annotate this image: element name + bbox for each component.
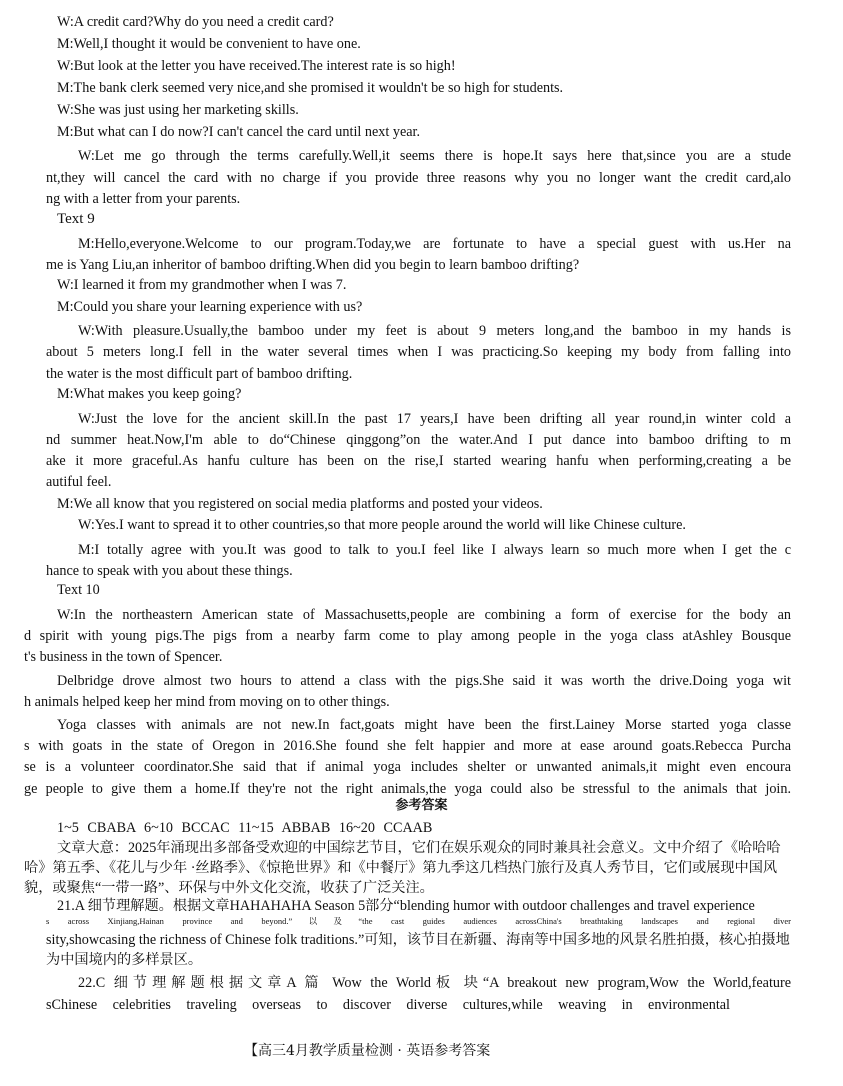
text-line: nd summer heat.Now,I'm able to do“Chinese qinggong”on the water.And I put dance into bamboo drifting to m [46, 432, 791, 448]
text-line: 文章大意：2025年涌现出多部备受欢迎的中国综艺节目，它们在娱乐观众的同时兼具社会意义。文中介绍了《哈哈哈 [57, 840, 781, 856]
text-line: ge people to give them a home.If they're not the right animals,the yoga could also be stressful to the animals that join. [24, 781, 791, 797]
text-line: W:Let me go through the terms carefully.Well,it seems there is hope.It says here that,since you are a stude [78, 148, 791, 164]
text-line: d spirit with young pigs.The pigs from a nearby farm come to play among people in the yoga class atAshley Bousque [24, 628, 791, 644]
text-line: ake it more graceful.As hanfu culture has been on the rise,I started wearing hanfu when performing,creating a be [46, 453, 791, 469]
text-line: se is a volunteer coordinator.She said that if animal yoga includes shelter or unwanted animals,it might even encoura [24, 759, 791, 775]
text-line: W:I learned it from my grandmother when I was 7. [57, 277, 347, 293]
text-line: 为中国境内的多样景区。 [46, 952, 203, 968]
page-footer: 【高三4月教学质量检测 · 英语参考答案 [244, 1043, 491, 1059]
text-line: Yoga classes with animals are not new.In fact,goats might have been the first.Lainey Morse started yoga classe [57, 717, 791, 733]
text-line: W:With pleasure.Usually,the bamboo under my feet is about 9 meters long,and the bamboo in my hands is [78, 323, 791, 339]
text-line: 哈》第五季、《花儿与少年 ·丝路季》、《惊艳世界》和《中餐厅》第九季这几档热门旅行及真人秀节目，它们或展现中国风 [24, 860, 778, 876]
text-line: M:What makes you keep going? [57, 386, 242, 402]
text-line: s across Xinjiang,Hainan province and beyond.”以及“the cast guides audiences acrossChina's breathtaking landscapes and regional diver [46, 916, 791, 926]
answer-key-line: 1~5 CBABA 6~10 BCCAC 11~15 ABBAB 16~20 CCAAB [57, 820, 433, 836]
text-line: me is Yang Liu,an inheritor of bamboo drifting.When did you begin to learn bamboo drifting? [46, 257, 580, 273]
text-line: hance to speak with you about these things. [46, 563, 293, 579]
text-line: W:In the northeastern American state of Massachusetts,people are combining a form of exercise for the body an [57, 607, 791, 623]
text-line: W:Just the love for the ancient skill.In the past 17 years,I have been drifting all year round,in winter cold a [78, 411, 791, 427]
text-line: M:We all know that you registered on social media platforms and posted your videos. [57, 496, 543, 512]
answer-heading: 参考答案 [395, 798, 448, 813]
text-line: 貌，或聚焦“一带一路”、环保与中外文化交流，收获了广泛关注。 [24, 880, 434, 896]
text-line: Delbridge drove almost two hours to attend a class with the pigs.She said it was worth the drive.Doing yoga wit [57, 673, 791, 689]
text-line: W:Yes.I want to spread it to other countries,so that more people around the world will like Chinese culture. [78, 517, 686, 533]
text-line: sity,showcasing the richness of Chinese folk traditions.”可知，该节目在新疆、海南等中国多地的风景名胜拍摄，核心拍摄地 [46, 932, 790, 948]
text-line: M:Well,I thought it would be convenient to have one. [57, 36, 361, 52]
text-line: sChinese celebrities traveling overseas to discover diverse cultures,while weaving in environmental [46, 997, 730, 1013]
text-line: M:But what can I do now?I can't cancel the card until next year. [57, 124, 421, 140]
text-line: the water is the most difficult part of bamboo drifting. [46, 366, 353, 382]
section-heading: Text 10 [57, 582, 100, 598]
text-line: h animals helped keep her mind from moving on to other things. [24, 694, 390, 710]
text-line: M:Hello,everyone.Welcome to our program.Today,we are fortunate to have a special guest with us.Her na [78, 236, 791, 252]
text-line: M:The bank clerk seemed very nice,and she promised it wouldn't be so high for students. [57, 80, 564, 96]
text-line: ng with a letter from your parents. [46, 191, 241, 207]
text-line: nt,they will cancel the card with no charge if you provide three reasons why you no longer want the credit card,alo [46, 170, 791, 186]
text-line: about 5 meters long.I fell in the water several times when I was practicing.So keeping my body from falling into [46, 344, 791, 360]
text-line: 22.C 细节理解题根据文章A 篇 Wow the World板 块“A breakout new program,Wow the World,feature [78, 975, 791, 991]
text-line: W:But look at the letter you have received.The interest rate is so high! [57, 58, 456, 74]
text-line: M:I totally agree with you.It was good to talk to you.I feel like I always learn so much more when I get the c [78, 542, 791, 558]
text-line: s with goats in the state of Oregon in 2016.She found she felt happier and more at ease around goats.Rebecca Purcha [24, 738, 791, 754]
text-line: autiful feel. [46, 474, 112, 490]
text-line: W:She was just using her marketing skills. [57, 102, 299, 118]
section-heading: Text 9 [57, 211, 95, 227]
text-line: W:A credit card?Why do you need a credit card? [57, 14, 334, 30]
text-line: 21.A 细节理解题。根据文章HAHAHAHA Season 5部分“blending humor with outdoor challenges and travel experience [57, 898, 755, 914]
text-line: M:Could you share your learning experience with us? [57, 299, 363, 315]
text-line: t's business in the town of Spencer. [24, 649, 223, 665]
